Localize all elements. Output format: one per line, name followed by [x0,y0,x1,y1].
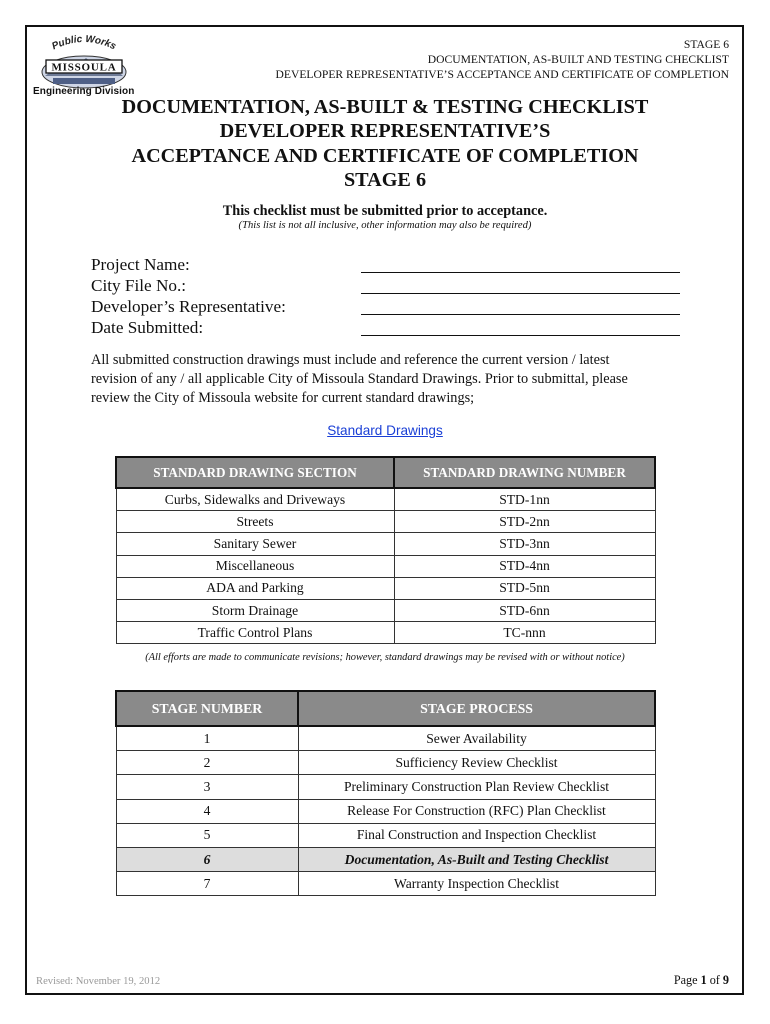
header-stage: STAGE 6 [683,38,729,51]
stage-process-cell: Sewer Availability [298,726,655,751]
column-header-number: STANDARD DRAWING NUMBER [394,457,655,488]
drawing-section-cell: Miscellaneous [116,555,394,577]
table-row [116,775,655,799]
header-checklist: DOCUMENTATION, AS-BUILT AND TESTING CHECKLIST [427,53,729,67]
stage-number-cell: 5 [116,823,298,847]
stage-process-cell: Final Construction and Inspection Checklist [298,823,655,847]
drawing-number-cell: STD-5nn [394,577,655,599]
header-acceptance: DEVELOPER REPRESENTATIVE’S ACCEPTANCE AND CERTIFICATE OF COMPLETION [275,68,729,82]
drawing-section-cell: Storm Drainage [116,599,394,621]
table-row [116,533,655,555]
table-row [116,799,655,823]
table-row [116,511,655,533]
standard-drawings-table [115,456,656,644]
drawing-section-cell: Sanitary Sewer [116,533,394,555]
table-row-highlighted-current-stage [116,847,655,871]
table-row [116,823,655,847]
table-row [116,555,655,577]
stage-number-cell: 3 [116,775,298,799]
drawing-section-cell: Streets [116,511,394,533]
drawing-number-cell: STD-4nn [394,555,655,577]
page-current: 1 [700,973,707,987]
svg-text:Public Works [50,34,118,53]
inclusive-note: (This list is not all inclusive, other information may also be required) [238,220,532,231]
date-submitted-field[interactable] [361,335,680,336]
drawing-section-cell: Curbs, Sidewalks and Driveways [116,488,394,511]
document-title [0,95,770,193]
intro-line-3: review the City of Missoula website for current standard drawings; [91,390,475,406]
drawing-number-cell: STD-3nn [394,533,655,555]
drawing-section-cell: ADA and Parking [116,577,394,599]
date-submitted-label: Date Submitted: [91,318,204,337]
title-line-2: DEVELOPER REPRESENTATIVE’S [219,120,551,143]
developer-rep-field[interactable] [361,314,680,315]
table-row [116,577,655,599]
table-header-row [116,457,655,488]
stage-process-cell: Documentation, As-Built and Testing Checklist [298,847,655,871]
column-header-section: STANDARD DRAWING SECTION [116,457,394,488]
page-total: 9 [722,973,729,987]
table-row [116,872,655,896]
submission-note: This checklist must be submitted prior to acceptance. [222,203,548,219]
intro-line-2: revision of any / all applicable City of Missoula Standard Drawings. Prior to submittal, please [91,371,628,387]
intro-line-1: All submitted construction drawings must include and reference the current version / latest [91,352,610,368]
logo-banner-text: MISSOULA [51,61,117,74]
table-row [116,488,655,511]
stage-process-cell: Sufficiency Review Checklist [298,751,655,775]
title-line-1: DOCUMENTATION, AS-BUILT & TESTING CHECKLIST [121,96,649,118]
drawing-number-cell: STD-1nn [394,488,655,511]
stage-number-cell: 7 [116,872,298,896]
drawing-number-cell: TC-nnn [394,622,655,644]
table-header-row [116,691,655,726]
project-name-field[interactable] [361,272,680,273]
logo-arc-text: Public Works [50,33,118,53]
stage-process-cell: Preliminary Construction Plan Review Checklist [298,775,655,799]
revision-date: Revised: November 19, 2012 [36,976,161,987]
drawing-number-cell: STD-2nn [394,511,655,533]
stage-process-cell: Release For Construction (RFC) Plan Checklist [298,799,655,823]
page-number [674,973,729,988]
title-line-3: ACCEPTANCE AND CERTIFICATE OF COMPLETION [131,144,639,167]
stage-number-cell: 6 [116,847,298,871]
stage-number-cell: 1 [116,726,298,751]
page-prefix: Page [673,973,701,987]
intro-paragraph [91,351,691,408]
project-info-fields [91,254,286,338]
title-line-4: STAGE 6 [343,169,427,192]
stage-process-cell: Warranty Inspection Checklist [298,872,655,896]
drawing-section-cell: Traffic Control Plans [116,622,394,644]
stage-process-table [115,690,656,896]
running-header [276,37,729,83]
table-row [116,599,655,621]
city-file-no-field[interactable] [361,293,680,294]
stage-number-cell: 4 [116,799,298,823]
column-header-stage-process: STAGE PROCESS [298,691,655,726]
revision-note: (All efforts are made to communicate revisions; however, standard drawings may be revised with or without notice) [145,652,625,663]
column-header-stage-number: STAGE NUMBER [116,691,298,726]
table-row [116,622,655,644]
drawing-number-cell: STD-6nn [394,599,655,621]
table-row [116,726,655,751]
project-name-label: Project Name: [91,255,190,274]
table-row [116,751,655,775]
stage-number-cell: 2 [116,751,298,775]
page-of: of [706,973,723,987]
engineering-division-caption: Engineering Division [33,86,135,97]
developer-rep-label: Developer’s Representative: [91,297,286,316]
city-file-no-label: City File No.: [91,276,187,295]
standard-drawings-link[interactable]: Standard Drawings [327,423,443,438]
